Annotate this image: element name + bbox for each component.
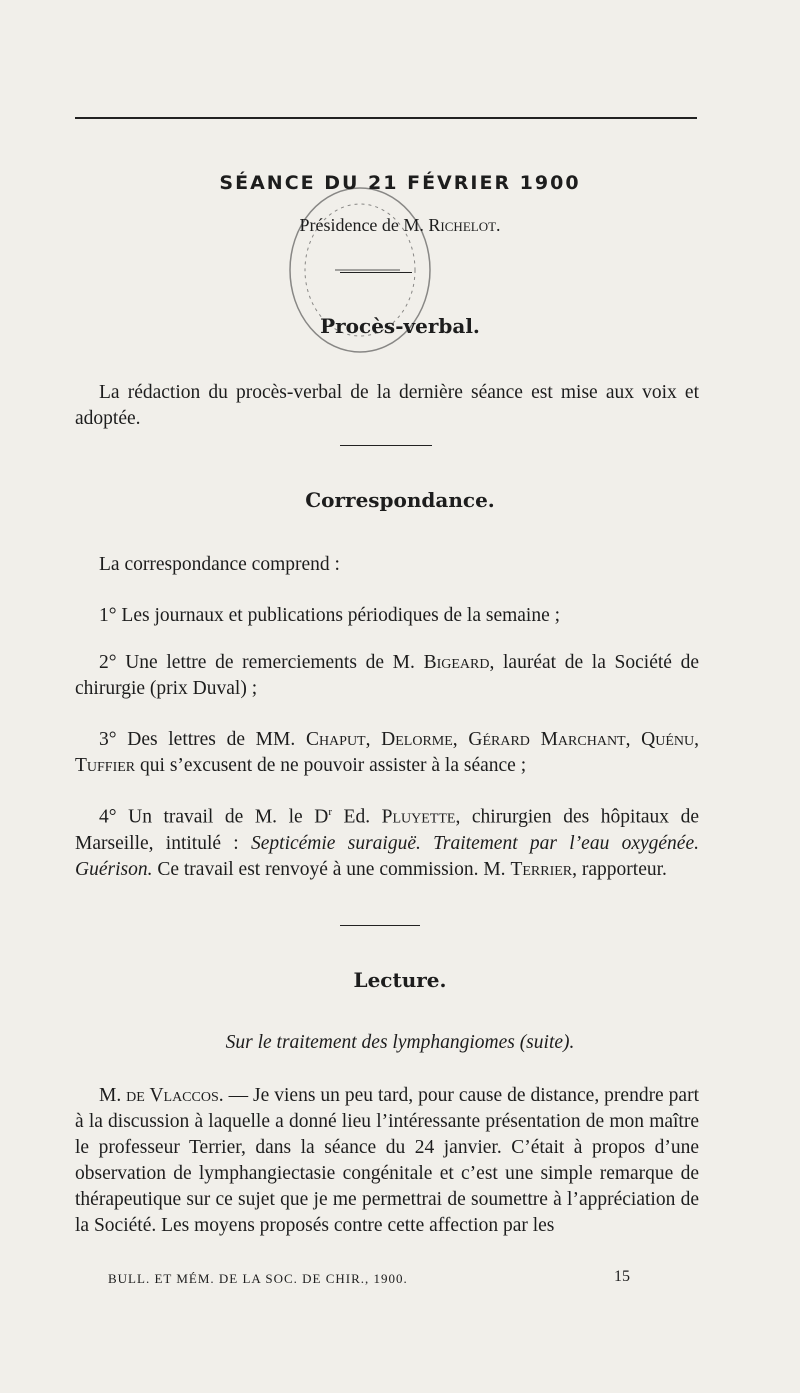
correspondance-intro: La correspondance comprend : — [99, 554, 340, 575]
correspondance-item-2: 2° Une lettre de remerciements de M. Bigeard, lauréat de la Société de chirurgie (prix Duval) ; — [75, 652, 700, 699]
heading-lecture: Lecture. — [353, 968, 447, 992]
page-number: 15 — [614, 1268, 630, 1285]
heading-proces-verbal: Procès-verbal. — [320, 314, 480, 338]
lecture-text: M. de Vlaccos. — Je viens un peu tard, pour cause de distance, prendre part à la discussion à laquelle a donné lieu l’intéressante présentation de mon maître le professeur Terrier, dans la séance du 24 janvier. C’était à propos d’une observation de lymphangiectasie congénitale et c’est une simple remarque de thérapeutique sur ce sujet que je me permettrai de soumettre à l’appréciation de la Société. Les moyens proposés contre cette affection par les — [75, 1085, 699, 1236]
name-pluyette: Pluyette — [381, 806, 456, 828]
speaker-name: M. de Vlaccos. — [99, 1085, 224, 1106]
correspondance-item-1: 1° Les journaux et publications périodiques de la semaine ; — [99, 605, 561, 626]
name-terrier: Terrier — [510, 858, 573, 880]
heading-correspondance: Correspondance. — [305, 488, 495, 512]
names-excuses: Chaput, Delorme, Gérard Marchant, Quénu, Tuffier — [75, 729, 700, 776]
rule-2 — [340, 925, 420, 926]
lecture-subtitle: Sur le traitement des lymphangiomes (suite). — [225, 1032, 575, 1053]
correspondance-item-4: 4° Un travail de M. le $D^r$ Ed. Pluyette, chirurgien des hôpitaux de Marseille, intitulé : Septicémie suraiguë. Traitement par l’eau oxygénée. Guérison. Ce travail est renvoyé à une commission. M. Terrier, rapporteur. — [75, 806, 699, 880]
president-name: Richelot. — [428, 215, 501, 235]
presidence-prefix: Présidence de M. — [299, 215, 429, 235]
top-rule — [75, 117, 697, 119]
name-bigeard: Bigeard — [423, 652, 490, 673]
seance-title: SÉANCE DU 21 FÉVRIER 1900 — [219, 172, 581, 194]
footer-journal: BULL. ET MÉM. DE LA SOC. DE CHIR., 1900. — [108, 1271, 408, 1286]
work-title: Septicémie suraiguë. Traitement par l’eau oxygénée. Guérison. — [75, 832, 699, 880]
presidence-line — [0, 215, 800, 236]
rule-1 — [340, 445, 432, 446]
correspondance-item-3: 3° Des lettres de MM. Chaput, Delorme, Gérard Marchant, Quénu, Tuffier qui s’excusent de ne pouvoir assister à la séance ; — [75, 729, 700, 776]
proces-verbal-text: La rédaction du procès-verbal de la dernière séance est mise aux voix et adoptée. — [75, 382, 699, 429]
rule-presidence — [340, 272, 412, 273]
